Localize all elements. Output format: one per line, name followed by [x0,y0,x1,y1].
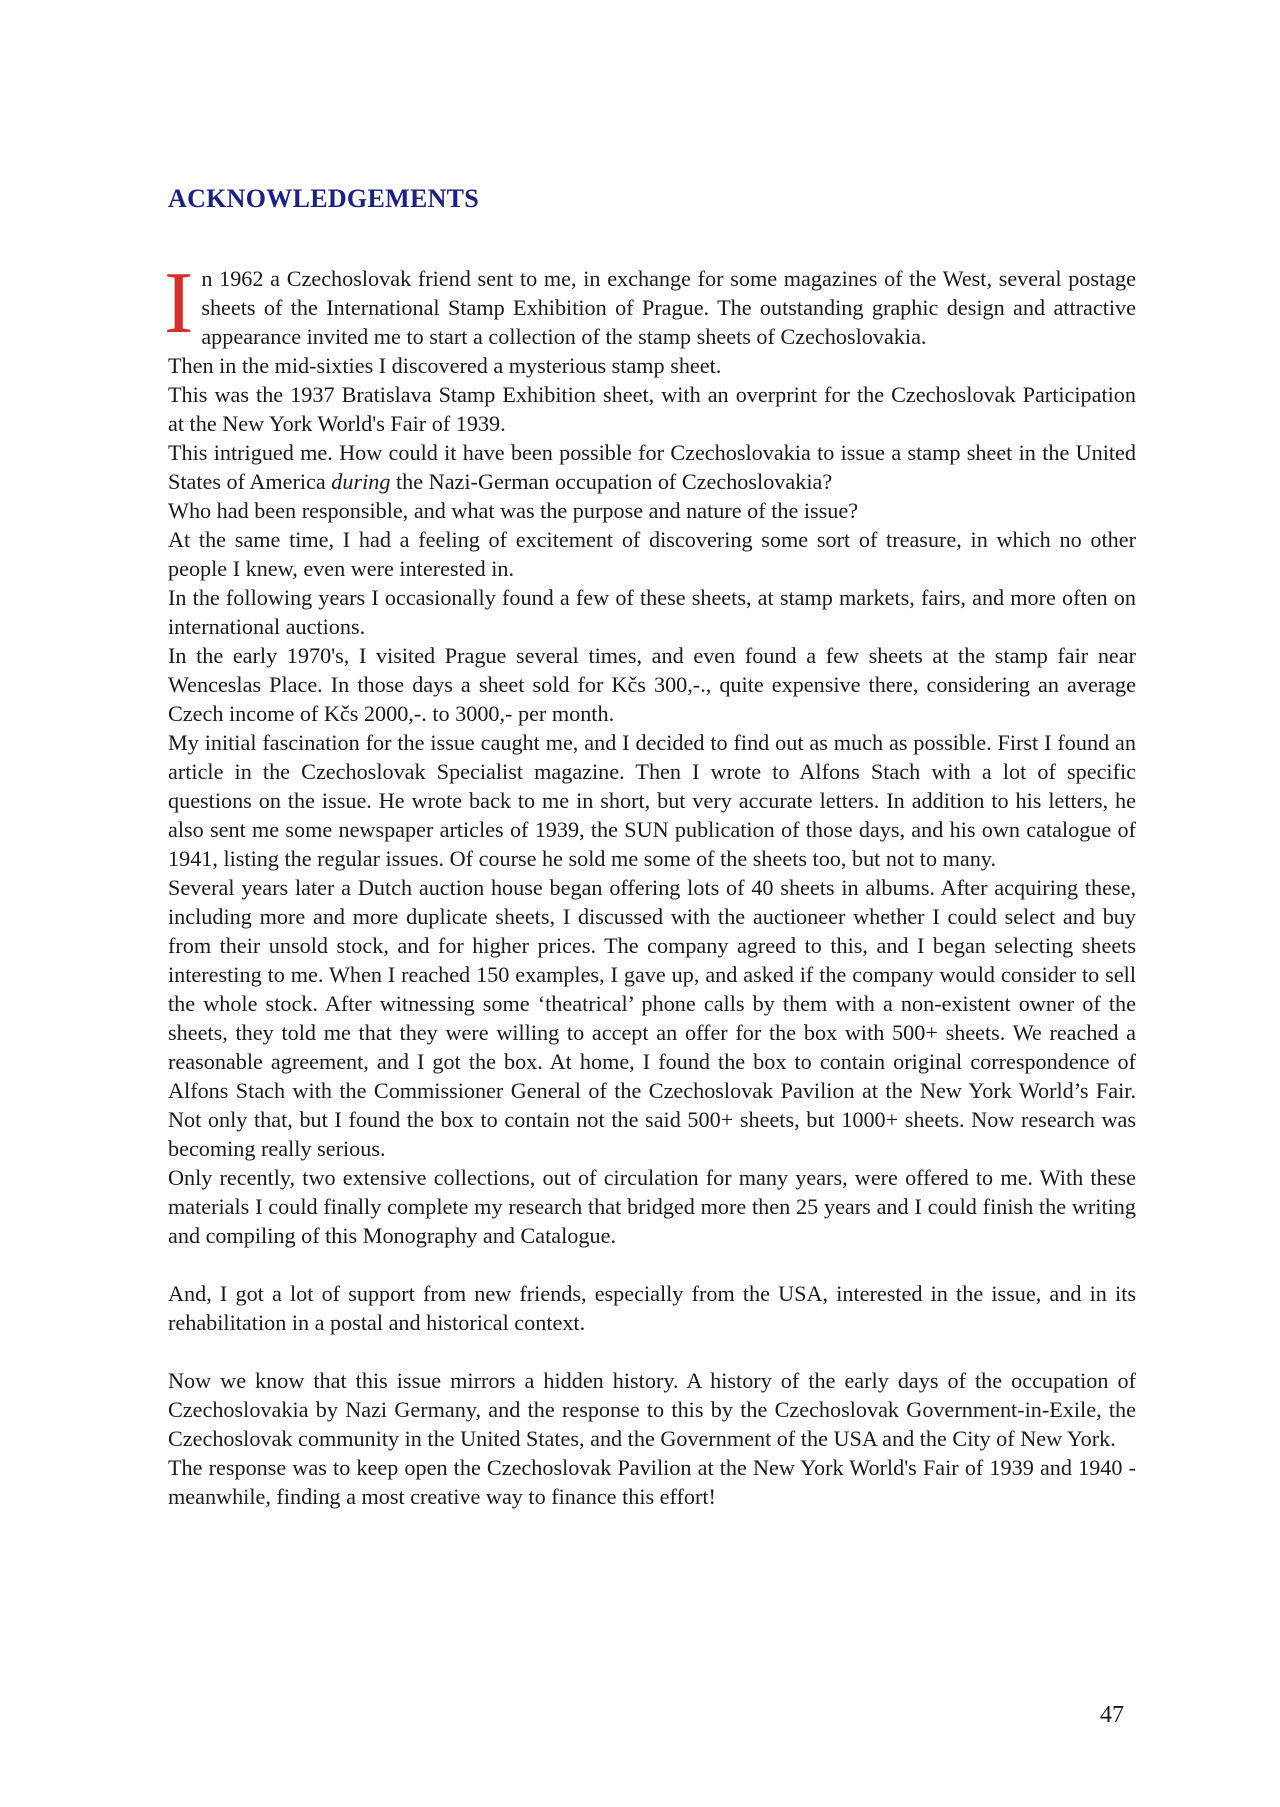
paragraph-4-part-b: the Nazi-German occupation of Czechoslovakia? [390,469,833,494]
paragraph-4-part-a: This intrigued me. How could it have been possible for Czechoslovakia to issue a stamp sheet in the United States of America [168,440,1136,494]
paragraph-2: Then in the mid-sixties I discovered a mysterious stamp sheet. [168,353,722,378]
page-number: 47 [1100,1702,1124,1728]
paragraph-10: Several years later a Dutch auction house began offering lots of 40 sheets in albums. After acquiring these, including more and more duplicate sheets, I discussed with the auctioneer whether I could select and buy from their unsold stock, and for higher prices. The company agreed to this, and I began selecting sheets interesting to me. When I reached 150 examples, I gave up, and asked if the company would consider to sell the whole stock. After witnessing some ‘theatrical’ phone calls by them with a non-existent owner of the sheets, they told me that they were willing to accept an offer for the box with 500+ sheets. We reached a reasonable agreement, and I got the box. At home, I found the box to contain original correspondence of Alfons Stach with the Commissioner General of the Czechoslovak Pavilion at the New York World’s Fair. Not only that, but I found the box to contain not the said 500+ sheets, but 1000+ sheets. Now research was becoming really serious. [168,875,1136,1161]
body-text [164,255,1136,1511]
paragraph-6: At the same time, I had a feeling of excitement of discovering some sort of treasure, in which no other people I knew, even were interested in. [168,527,1136,581]
paragraph-4 [168,438,1136,496]
paragraph-spacer [168,1250,1136,1279]
paragraph-4-emphasis: during [331,469,391,494]
paragraph-13: Now we know that this issue mirrors a hidden history. A history of the early days of the occupation of Czechoslovakia by Nazi Germany, and the response to this by the Czechoslovak Government-in-Exile, the Czechoslovak community in the United States, and the Government of the USA and the City of New York. [168,1368,1136,1451]
paragraph-11: Only recently, two extensive collections, out of circulation for many years, were offered to me. With these materials I could finally complete my research that bridged more then 25 years and I could finish the writing and compiling of this Monography and Catalogue. [168,1165,1136,1248]
paragraph-7: In the following years I occasionally found a few of these sheets, at stamp markets, fairs, and more often on international auctions. [168,585,1136,639]
paragraph-spacer [168,1337,1136,1366]
paragraph-9: My initial fascination for the issue caught me, and I decided to find out as much as possible. First I found an article in the Czechoslovak Specialist magazine. Then I wrote to Alfons Stach with a lot of specific questions on the issue. He wrote back to me in short, but very accurate letters. In addition to his letters, he also sent me some newspaper articles of 1939, the SUN publication of those days, and his own catalogue of 1941, listing the regular issues. Of course he sold me some of the sheets too, but not to many. [168,730,1136,871]
paragraph-3: This was the 1937 Bratislava Stamp Exhibition sheet, with an overprint for the Czechoslovak Participation at the New York World's Fair of 1939. [168,382,1136,436]
paragraph-12: And, I got a lot of support from new friends, especially from the USA, interested in the issue, and in its rehabilitation in a postal and historical context. [168,1281,1136,1335]
paragraph-14: The response was to keep open the Czechoslovak Pavilion at the New York World's Fair of 1939 and 1940 - meanwhile, finding a most creative way to finance this effort! [168,1455,1136,1509]
paragraph-1-text: n 1962 a Czechoslovak friend sent to me, in exchange for some magazines of the West, several postage sheets of the International Stamp Exhibition of Prague. The outstanding graphic design and attractive appearance invited me to start a collection of the stamp sheets of Czechoslovakia. [201,266,1136,349]
paragraph-5: Who had been responsible, and what was the purpose and nature of the issue? [168,498,859,523]
paragraph-1 [164,255,1136,352]
drop-cap: I [164,255,194,352]
page-heading: ACKNOWLEDGEMENTS [168,184,480,213]
paragraph-8: In the early 1970's, I visited Prague several times, and even found a few sheets at the stamp fair near Wenceslas Place. In those days a sheet sold for Kčs 300,-., quite expensive there, considering an average Czech income of Kčs 2000,-. to 3000,- per month. [168,643,1136,726]
